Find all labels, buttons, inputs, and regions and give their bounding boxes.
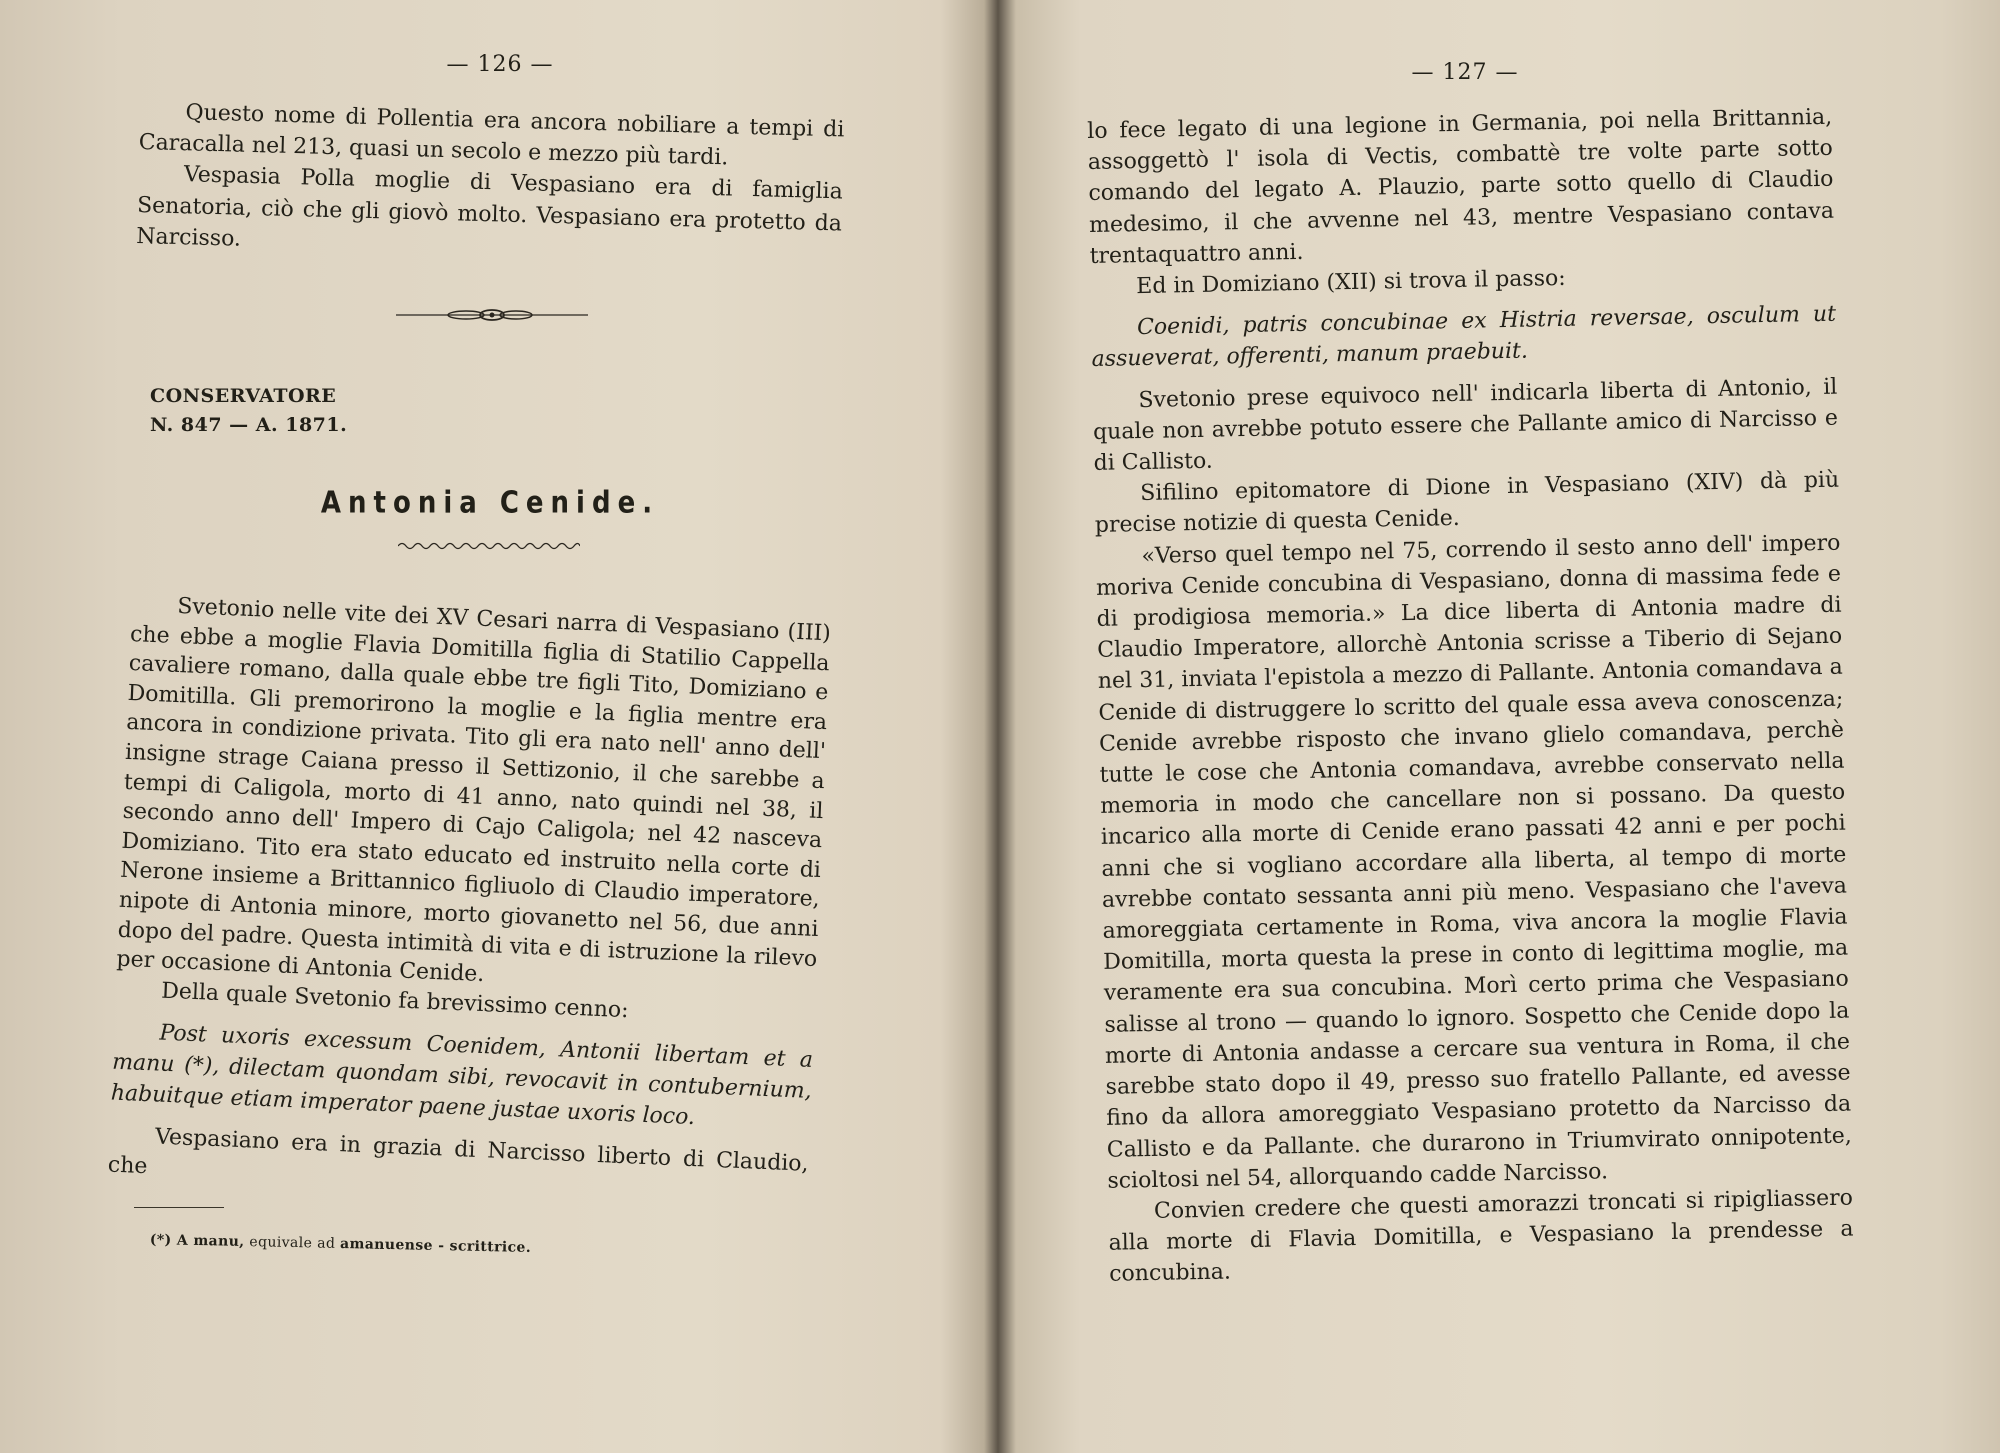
source-title: CONSERVATORE	[150, 385, 337, 407]
footnote-term: amanuense - scrittrice.	[339, 1235, 532, 1256]
article-body	[107, 590, 831, 1209]
paragraph: Della quale Svetonio fa brevissimo cenno:	[160, 978, 630, 1023]
article-heading: Antonia Cenide.	[320, 486, 660, 521]
paragraph: Vespasiano era in grazia di Narcisso liberto di Claudio, che	[107, 1124, 810, 1180]
paragraph: lo fece legato di una legione in Germania, poi nella Brittannia, assoggettò l' isola di Vectis, combattè tre volte parte sotto comando del legato A. Plauzio, parte sotto quello di Claudio medesimo, il che avvenne nel 43, mentre Vespasiano contava trentaquattro anni.	[1087, 104, 1835, 269]
ornamental-divider	[396, 308, 588, 322]
opening-text	[136, 96, 845, 270]
paragraph: Svetonio prese equivoco nell' indicarla liberta di Antonio, il quale non avrebbe potuto essere che Pallante amico di Narcisso e di Callisto.	[1092, 374, 1839, 476]
footnote-text: equivale ad	[244, 1233, 341, 1252]
paragraph: Ed in Domiziano (XII) si trova il passo:	[1136, 265, 1566, 300]
footnote	[150, 1232, 532, 1256]
footnote-divider	[134, 1207, 224, 1208]
latin-quote: Coenidi, patris concubinae ex Histria reversae, osculum ut assueverat, offerenti, manum praebuit.	[1091, 301, 1837, 373]
page-number: — 127 —	[1411, 60, 1519, 85]
source-issue: N. 847 — A. 1871.	[150, 414, 348, 436]
article-body-continued	[1087, 102, 1854, 1291]
footnote-mark: (*) A manu,	[149, 1232, 245, 1250]
right-page	[985, 0, 2000, 1453]
paragraph: Convien credere che questi amorazzi troncati si ripigliassero alla morte di Flavia Domitilla, e Vespasiano la prendesse a concubina.	[1108, 1185, 1854, 1288]
wavy-divider	[398, 540, 580, 552]
left-page	[0, 0, 975, 1453]
paragraph: Sifilino epitomatore di Dione in Vespasiano (XIV) dà più precise notizie di questa Cenide.	[1094, 467, 1840, 539]
paragraph: Questo nome di Pollentia era ancora nobiliare a tempi di Caracalla nel 213, quasi un secolo e mezzo più tardi.	[138, 100, 845, 171]
latin-quote: Post uxoris excessum Coenidem, Antonii libertam et a manu (*), dilectam quondam sibi, revocavit in contubernium, habuitque etiam imperator paene justae uxoris loco.	[110, 1020, 814, 1131]
paragraph: Svetonio nelle vite dei XV Cesari narra di Vespasiano (III) che ebbe a moglie Flavia Domitilla figlia di Statilio Cappella cavaliere romano, dalla quale ebbe tre figli Tito, Domiziano e Domitilla. Gli premorirono la moglie e la figlia mentre era ancora in condizione privata. Tito gli era nato nell' anno dell' insigne strage Caiana presso il Settizonio, il che sarebbe a tempi di Caligola, morto di 41 anno, nato quindi nel 38, il secondo anno dell' Impero di Cajo Caligola; nel 42 nasceva Domiziano. Tito era stato educato ed instruito nella corte di Nerone insieme a Brittannico figliuolo di Claudio imperatore, nipote di Antonia minore, morto giovanetto nel 56, due anni dopo del padre. Questa intimità di vita e di istruzione la rilevo per occasione di Antonia Cenide.	[115, 593, 832, 988]
page-number: — 126 —	[446, 52, 554, 77]
paragraph: Vespasia Polla moglie di Vespasiano era di famiglia Senatoria, ciò che gli giovò molto. Vespasiano era protetto da Narcisso.	[135, 162, 844, 252]
source-reference	[150, 382, 347, 440]
paragraph: «Verso quel tempo nel 75, correndo il sesto anno dell' impero moriva Cenide concubina di Vespasiano, donna di massima fede e di prodigiosa memoria.» La dice liberta di Antonia madre di Claudio Imperatore, allorchè Antonia scrisse a Tiberio di Sejano nel 31, inviata l'epistola a mezzo di Pallante. Antonia comandava a Cenide di distruggere lo scritto del quale essa aveva conoscenza; Cenide avrebbe risposto che invano glielo comandava, perchè tutte le cose che Antonia comandava, avrebbe conservato nella memoria in modo che cancellare non si possano. Da questo incarico alla morte di Cenide erano passati 42 anni e per pochi anni che si vogliano accordare alla liberta, al tempo di morte avrebbe contato sessanta anni più meno. Vespasiano che l'aveva amoreggiata certamente in Roma, viva ancora la moglie Flavia Domitilla, morta questa la prese in conto di legittima moglie, ma veramente era sua concubina. Morì certo prima che Vespasiano salisse al trono — quando lo ignoro. Sospetto che Cenide dopo la morte di Antonia andasse a cercare sua ventura in Roma, il che sarebbe stato dopo il 49, presso suo fratello Pallante, ed avesse fino da allora amoreggiato Vespasiano protetto da Narcisso da Callisto e da Pallante. che durarono in Triumvirato onnipotente, scioltosi nel 54, allorquando cadde Narcisso.	[1095, 530, 1852, 1194]
